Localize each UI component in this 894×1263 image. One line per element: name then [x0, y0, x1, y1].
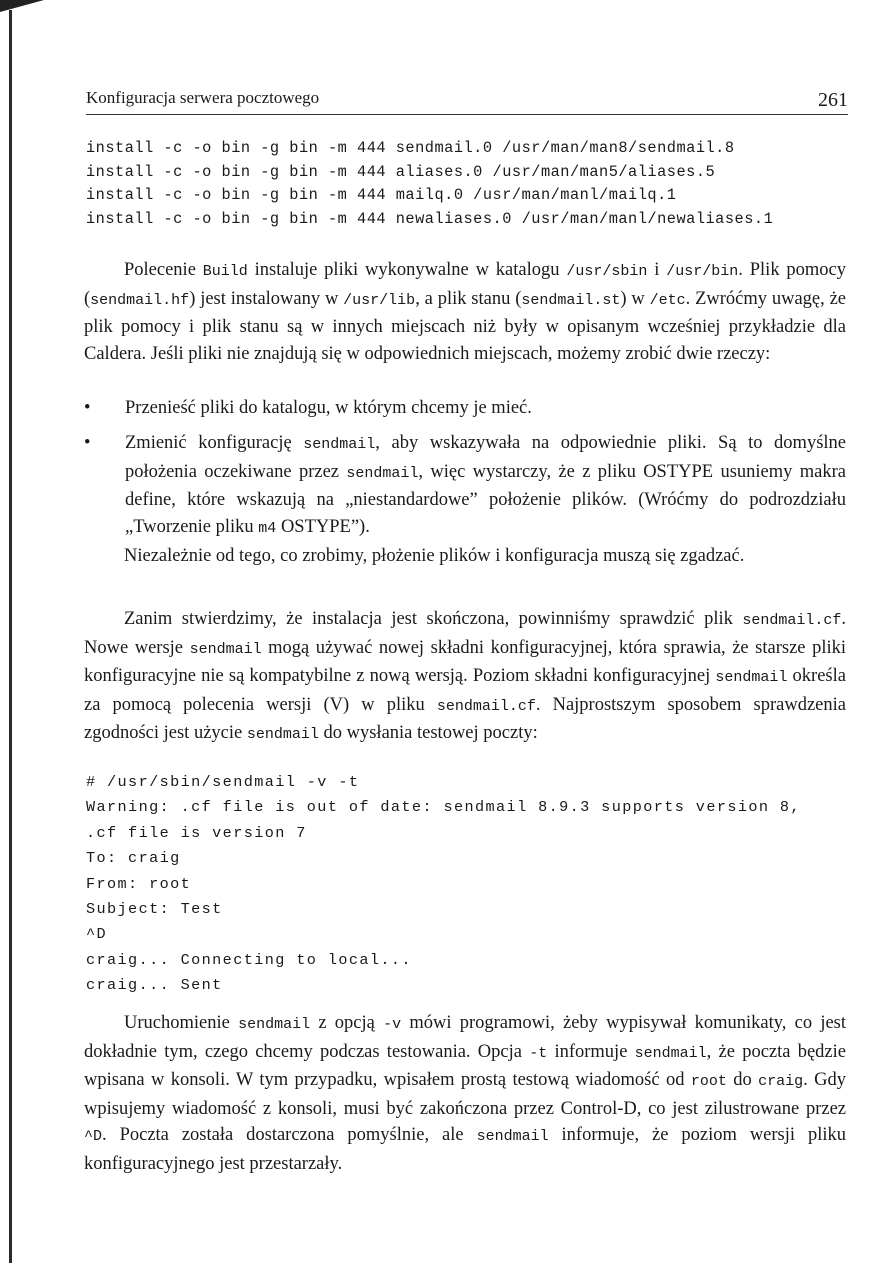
bullet-text: Przenieść pliki do katalogu, w którym chcemy je mieć. — [125, 398, 532, 418]
code-line: To: craig — [86, 849, 181, 868]
bullet-mark: • — [84, 433, 91, 453]
paragraph-consistency: Niezależnie od tego, co zrobimy, płożenie plików i konfiguracja muszą się zgadzać. — [124, 546, 745, 566]
bullet-mark: • — [84, 398, 91, 418]
bullet-item — [84, 395, 846, 422]
code-line: craig... Connecting to local... — [86, 950, 412, 969]
paragraph-version-check: Zanim stwierdzimy, że instalacja jest skończona, powinniśmy sprawdzić plik sendmail.cf. Nowe wersje sendmail mogą używać nowej składni konfiguracyjnej, która sprawia, że starsze pliki konfiguracyjne nie są kompatybilne z nową wersją. Poziom składni konfiguracyjnej sendmail określa za pomocą polecenia wersji (V) w pliku sendmail.cf. Najprostszym sposobem sprawdzenia zgodności jest użycie sendmail do wysłania testowej poczty: — [84, 609, 846, 743]
code-line: # /usr/sbin/sendmail -v -t — [86, 773, 360, 791]
paragraph-build-install: Polecenie Build instaluje pliki wykonywalne w katalogu /usr/sbin i /usr/bin. Plik pomocy (sendmail.hf) jest instalowany w /usr/lib, a plik stanu (sendmail.st) w /etc. Zwróćmy uwagę, że plik pomocy i plik stanu są w innych miejscach niż były w opisanym wcześniej przykładzie dla Caldera. Jeśli pliki nie znajdują się w odpowiednich miejscach, możemy zrobić dwie rzeczy: — [84, 260, 847, 364]
code-line: install -c -o bin -g bin -m 444 sendmail.0 /usr/man/man8/sendmail.8 — [86, 139, 735, 157]
code-line: install -c -o bin -g bin -m 444 aliases.0 /usr/man/man5/aliases.5 — [86, 162, 716, 181]
code-line: Warning: .cf file is out of date: sendmail 8.9.3 supports version 8, — [86, 798, 801, 817]
install-code-block — [86, 137, 773, 231]
running-header — [86, 86, 848, 115]
code-line: Subject: Test — [86, 900, 223, 919]
code-line: install -c -o bin -g bin -m 444 mailq.0 /usr/man/manl/mailq.1 — [86, 186, 677, 204]
code-line: ^D — [86, 925, 108, 944]
code-line: craig... Sent — [86, 976, 223, 995]
book-binding-edge — [9, 10, 12, 1263]
test-mail-code-block — [86, 770, 801, 999]
code-line: install -c -o bin -g bin -m 444 newaliases.0 /usr/man/manl/newaliases.1 — [86, 209, 774, 228]
page-corner-mark — [0, 0, 44, 12]
paragraph-sendmail-options: Uruchomienie sendmail z opcją -v mówi programowi, żeby wypisywał komunikaty, co jest dokładnie tym, czego chcemy podczas testowania. Opcja -t informuje sendmail, że poczta będzie wpisana w konsoli. W tym przypadku, wpisałem prostą testową wiadomość od root do craig. Gdy wpisujemy wiadomość z konsoli, musi być zakończona przez Control-D, co jest zilustrowane przez ^D. Poczta została dostarczona pomyślnie, ale sendmail informuje, że poziom wersji pliku konfiguracyjnego jest przestarzały. — [84, 1013, 847, 1174]
bullet-item — [84, 430, 846, 542]
code-line: From: root — [86, 874, 192, 893]
code-line: .cf file is version 7 — [86, 823, 307, 842]
bullet-text: Zmienić konfigurację sendmail, aby wskazywała na odpowiednie pliki. Są to domyślne położenia oczekiwane przez sendmail, więc wystarczy, że z pliku OSTYPE usuniemy makra define, które wskazują na „niestandardowe” położenie plików. (Wróćmy do podrozdziału „Tworzenie pliku m4 OSTYPE”). — [125, 433, 846, 537]
chapter-title: Konfiguracja serwera pocztowego — [86, 88, 320, 107]
page-number: 261 — [818, 89, 848, 111]
